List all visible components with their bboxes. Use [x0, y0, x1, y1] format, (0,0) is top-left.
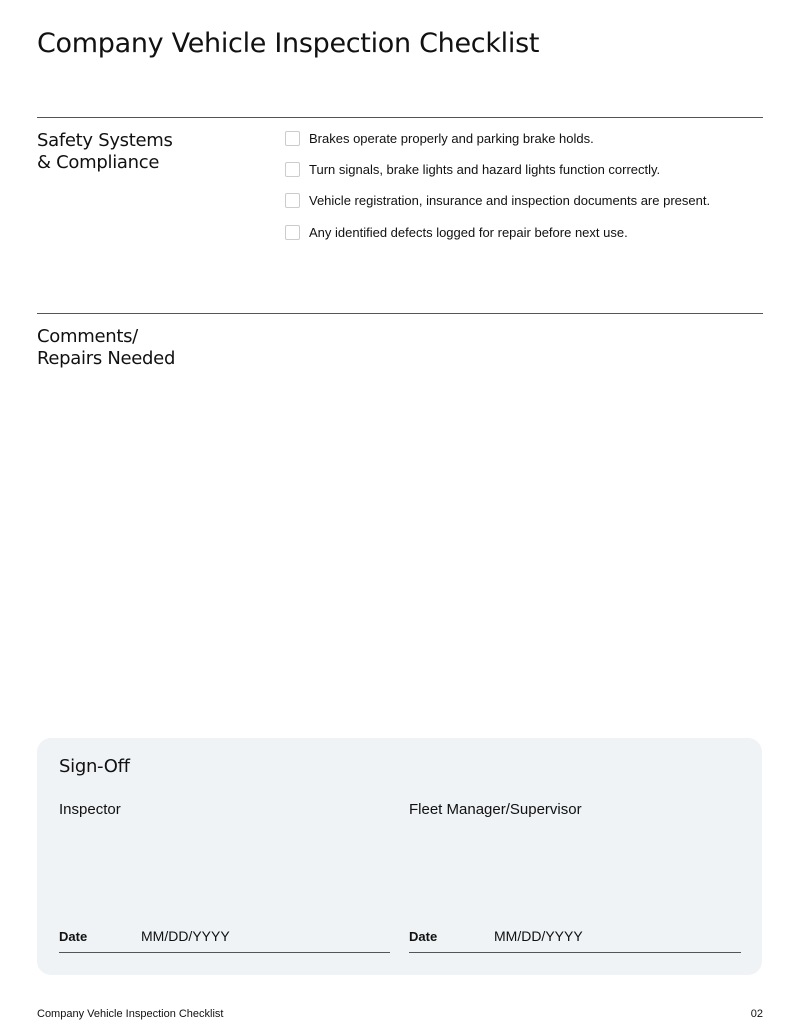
manager-date-field[interactable]: MM/DD/YYYY: [494, 928, 583, 944]
checkbox[interactable]: [285, 193, 300, 208]
date-label: Date: [409, 929, 438, 944]
checklist-item-label: Vehicle registration, insurance and inspection documents are present.: [309, 193, 711, 208]
date-underline: [409, 952, 741, 953]
inspector-signature-field[interactable]: [59, 823, 390, 923]
inspector-label: Inspector: [59, 801, 121, 818]
checklist-item-label: Turn signals, brake lights and hazard lights function correctly.: [309, 162, 661, 177]
checkbox[interactable]: [285, 225, 300, 240]
section-heading-comments: [37, 326, 175, 370]
page-title: Company Vehicle Inspection Checklist: [37, 28, 540, 59]
checklist-item-label: Any identified defects logged for repair before next use.: [309, 225, 628, 240]
heading-line: Repairs Needed: [37, 348, 176, 369]
checkbox[interactable]: [285, 162, 300, 177]
footer-page-number: 02: [750, 1008, 763, 1020]
date-underline: [59, 952, 390, 953]
section-heading-safety: [37, 130, 173, 174]
checklist-item[interactable]: [285, 131, 594, 146]
divider: [37, 117, 763, 118]
checklist-item[interactable]: [285, 162, 660, 177]
manager-label: Fleet Manager/Supervisor: [409, 801, 582, 818]
manager-signature-field[interactable]: [409, 823, 741, 923]
heading-line: & Compliance: [37, 152, 160, 173]
heading-line: Comments/: [37, 326, 138, 347]
comments-area[interactable]: [37, 380, 763, 720]
date-label: Date: [59, 929, 88, 944]
checklist-item-label: Brakes operate properly and parking brake holds.: [309, 131, 594, 146]
divider: [37, 313, 763, 314]
checkbox[interactable]: [285, 131, 300, 146]
footer-doc-name: Company Vehicle Inspection Checklist: [37, 1008, 224, 1020]
checklist-item[interactable]: [285, 193, 710, 208]
checklist-item[interactable]: [285, 225, 628, 240]
heading-line: Safety Systems: [37, 130, 173, 151]
signoff-card: [37, 738, 762, 975]
signoff-heading: Sign-Off: [59, 756, 130, 777]
inspector-date-field[interactable]: MM/DD/YYYY: [141, 928, 230, 944]
